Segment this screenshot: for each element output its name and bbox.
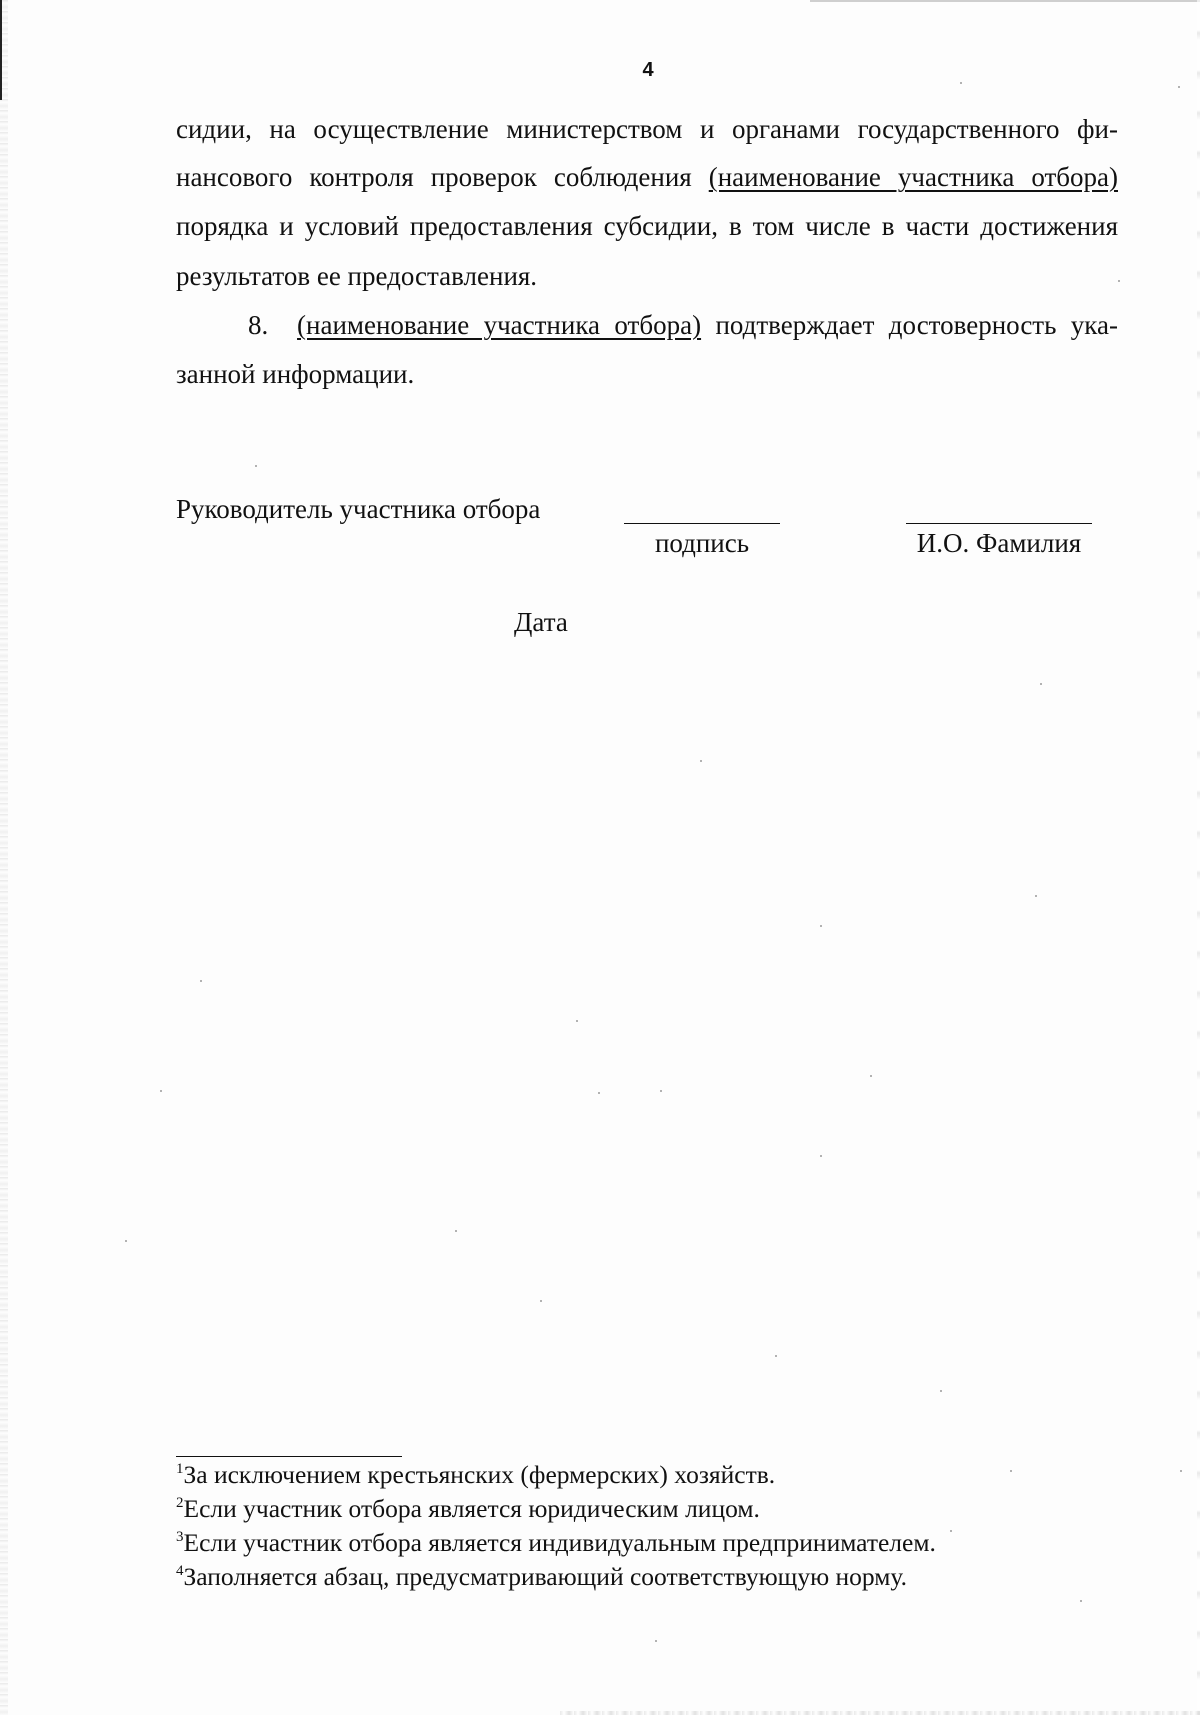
scan-speck [455, 1230, 457, 1232]
scan-speck [950, 1530, 952, 1532]
name-line [906, 523, 1092, 524]
footnote-separator [176, 1456, 402, 1457]
scan-edge-mark [0, 0, 2, 100]
scan-speck [576, 1020, 578, 1022]
paragraph-line-4: результатов ее предоставления. [176, 261, 538, 291]
footnote-marker: 4 [176, 1563, 184, 1579]
signatory-label: Руководитель участника отбора [176, 494, 541, 524]
scan-speck [940, 1390, 942, 1392]
scan-speck [820, 1155, 822, 1157]
name-caption: И.О. Фамилия [916, 528, 1082, 558]
item-8-line-2: занной информации. [176, 359, 415, 389]
scan-speck [255, 465, 257, 467]
scan-speck [1040, 683, 1042, 685]
signature-caption: подпись [654, 528, 750, 558]
scan-speck [540, 1300, 542, 1302]
scan-speck [775, 1355, 777, 1357]
participant-name-placeholder: (наименование участника отбора) [297, 310, 702, 340]
footnote-text: Заполняется абзац, предусматривающий соответствующую норму. [183, 1562, 907, 1591]
paragraph-line-3: порядка и условий предоставления субсидии, в том числе в части достижения [176, 211, 1118, 241]
scan-speck [870, 1075, 872, 1077]
scan-speck [1080, 1600, 1082, 1602]
paragraph-line-2 [176, 160, 1118, 194]
scan-speck [125, 1240, 127, 1242]
scan-speck [960, 82, 962, 84]
footnote-text: Если участник отбора является индивидуальным предпринимателем. [183, 1528, 936, 1557]
scan-speck [598, 1092, 600, 1094]
scan-speck [655, 1640, 657, 1642]
footnote-text: Если участник отбора является юридическим лицом. [183, 1494, 760, 1523]
scan-edge-bottom [560, 1711, 1200, 1715]
scan-speck [1180, 1470, 1182, 1472]
scan-speck [1178, 86, 1180, 88]
scan-edge-top [810, 0, 1200, 2]
footnote-4 [176, 1561, 907, 1593]
scan-speck [1035, 895, 1037, 897]
footnote-text: За исключением крестьянских (фермерских) хозяйств. [183, 1460, 776, 1489]
scan-edge-left [0, 0, 8, 1715]
signature-line [624, 523, 780, 524]
item-8-line-1 [248, 308, 1118, 342]
scan-speck [1118, 280, 1120, 282]
scan-speck [200, 980, 202, 982]
footnote-1 [176, 1459, 775, 1491]
footnote-marker: 1 [176, 1461, 184, 1477]
scan-speck [700, 760, 702, 762]
paragraph-line-1: сидии, на осуществление министерством и органами государственного фи- [176, 114, 1118, 144]
footnote-marker: 2 [176, 1495, 184, 1511]
scan-speck [1010, 1470, 1012, 1472]
footnote-3 [176, 1527, 936, 1559]
footnote-2 [176, 1493, 760, 1525]
item-number: 8. [248, 310, 269, 340]
date-label: Дата [514, 607, 568, 637]
page-number: 4 [642, 59, 654, 81]
scan-speck [660, 1090, 662, 1092]
paragraph-text: нансового контроля проверок соблюдения [176, 162, 709, 192]
participant-name-placeholder: (наименование участника отбора) [708, 162, 1118, 192]
footnote-marker: 3 [176, 1529, 184, 1545]
scan-speck [160, 1090, 162, 1092]
item-8-text: подтверждает достоверность ука- [701, 310, 1118, 340]
scan-speck [820, 925, 822, 927]
